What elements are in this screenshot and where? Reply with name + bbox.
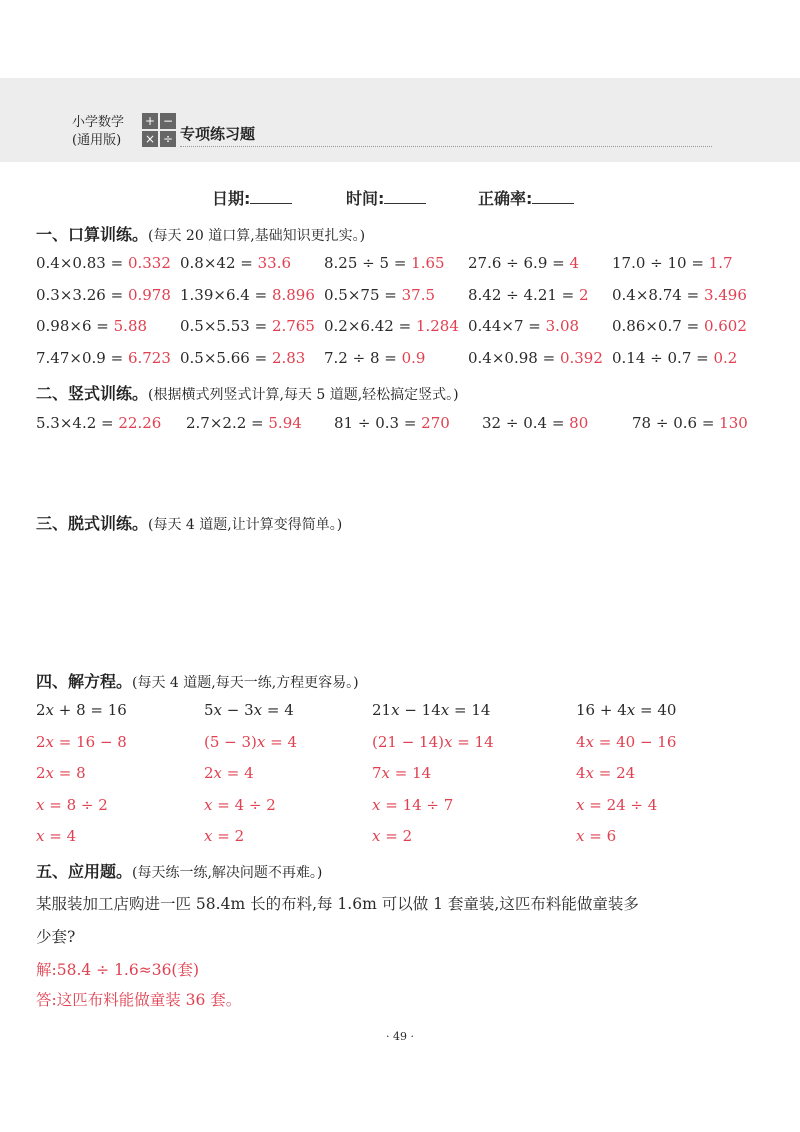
oral-item [324,317,459,335]
oral-item [180,317,315,335]
question-text: 8.25 ÷ 5 = [324,254,407,272]
equation-step: (5 − 3)x = 4 [204,733,298,751]
answer-text: 0.602 [699,317,747,335]
minus-icon: − [160,113,176,129]
answer-text: 2.765 [267,317,315,335]
date-label: 日期: [212,189,251,208]
oral-item [468,254,579,272]
answer-text: 5.94 [263,414,302,432]
oral-item [468,317,579,335]
brand-line2: (通用版) [72,133,122,148]
equation-step: 2x = 16 − 8 [36,733,127,751]
question-text: 7.2 ÷ 8 = [324,349,397,367]
question-text: 1.39×6.4 = [180,286,268,304]
divide-icon: ÷ [160,131,176,147]
oral-item [180,349,305,367]
answer-text: 3.496 [699,286,747,304]
section-equation-title [36,669,359,692]
answer-text: 2 [574,286,589,304]
oral-item [36,317,147,335]
section-title-text: 四、解方程。 [36,672,133,691]
answer-text: 0.392 [555,349,603,367]
equation-step: 7x = 14 [372,764,432,782]
question-text: 8.42 ÷ 4.21 = [468,286,575,304]
vertical-item [36,414,161,432]
oral-item [612,254,733,272]
equation-step: 2x = 4 [204,764,254,782]
section-stepwise-title [36,511,342,534]
word-problem-solution: 解:58.4 ÷ 1.6≈36(套) [36,961,200,979]
question-text: 81 ÷ 0.3 = [334,414,417,432]
section-title-text: 三、脱式训练。 [36,514,149,533]
section-title-text: 一、口算训练。 [36,225,149,244]
oral-item [180,254,291,272]
question-text: 7.47×0.9 = [36,349,124,367]
vertical-item [632,414,748,432]
answer-text: 8.896 [267,286,315,304]
section-word-title [36,859,322,882]
vertical-item [186,414,302,432]
answer-text: 0.9 [396,349,426,367]
question-text: 0.86×0.7 = [612,317,700,335]
answer-text: 2.83 [267,349,306,367]
question-text: 17.0 ÷ 10 = [612,254,704,272]
equation-question: 16 + 4x = 40 [576,701,677,719]
oral-item [468,349,603,367]
question-text: 0.5×75 = [324,286,397,304]
answer-text: 80 [564,414,589,432]
page-title: 专项练习题 [180,125,256,143]
equation-question: 2x + 8 = 16 [36,701,127,719]
question-text: 0.5×5.53 = [180,317,268,335]
section-oral-title [36,222,365,245]
word-problem-answer: 答:这匹布料能做童装 36 套。 [36,991,242,1009]
equation-question: 5x − 3x = 4 [204,701,294,719]
question-text: 0.4×0.98 = [468,349,556,367]
equation-step: x = 24 ÷ 4 [576,796,658,814]
question-text: 27.6 ÷ 6.9 = [468,254,565,272]
answer-text: 37.5 [396,286,436,304]
page-number: · 49 · [386,1030,414,1043]
equation-step: x = 4 ÷ 2 [204,796,276,814]
answer-text: 0.2 [708,349,738,367]
equation-step: 4x = 40 − 16 [576,733,677,751]
question-text: 0.14 ÷ 0.7 = [612,349,709,367]
oral-item [612,349,737,367]
date-field [212,186,292,209]
oral-item [324,286,435,304]
question-text: 0.4×0.83 = [36,254,124,272]
equation-step: 4x = 24 [576,764,636,782]
answer-text: 270 [416,414,450,432]
vertical-item [334,414,450,432]
answer-text: 0.332 [123,254,171,272]
oral-item [36,286,171,304]
equation-step: x = 6 [576,827,617,845]
question-text: 0.2×6.42 = [324,317,412,335]
accuracy-label: 正确率: [478,189,533,208]
answer-text: 130 [714,414,748,432]
accuracy-blank[interactable] [532,189,574,204]
question-text: 2.7×2.2 = [186,414,264,432]
question-text: 0.4×8.74 = [612,286,700,304]
section-title-text: 二、竖式训练。 [36,384,149,403]
vertical-item [482,414,588,432]
time-blank[interactable] [384,189,426,204]
answer-text: 1.7 [703,254,733,272]
header-divider [180,146,712,147]
equation-question: 21x − 14x = 14 [372,701,491,719]
question-text: 0.98×6 = [36,317,109,335]
answer-text: 6.723 [123,349,171,367]
answer-text: 3.08 [540,317,580,335]
time-label: 时间: [346,189,385,208]
word-problem-line2: 少套? [36,928,76,946]
oral-item [324,349,425,367]
time-field [346,186,426,209]
equation-step: x = 8 ÷ 2 [36,796,108,814]
section-title-text: 五、应用题。 [36,862,133,881]
question-text: 0.8×42 = [180,254,253,272]
brand-label [72,114,124,150]
answer-text: 1.284 [411,317,459,335]
section-note: (根据横式列竖式计算,每天 5 道题,轻松搞定竖式。) [148,387,459,403]
answer-text: 33.6 [252,254,292,272]
question-text: 0.44×7 = [468,317,541,335]
oral-item [468,286,589,304]
plus-icon: + [142,113,158,129]
times-icon: × [142,131,158,147]
question-text: 0.3×3.26 = [36,286,124,304]
section-note: (每天 20 道口算,基础知识更扎实。) [148,228,366,244]
operators-logo [142,113,176,147]
oral-item [612,317,747,335]
oral-item [612,286,747,304]
section-note: (每天练一练,解决问题不再难。) [132,865,323,881]
section-vertical-title [36,381,459,404]
equation-step: (21 − 14)x = 14 [372,733,494,751]
equation-step: 2x = 8 [36,764,86,782]
answer-text: 22.26 [113,414,162,432]
answer-text: 0.978 [123,286,171,304]
answer-text: 4 [564,254,580,272]
equation-step: x = 2 [204,827,245,845]
oral-item [36,254,171,272]
question-text: 0.5×5.66 = [180,349,268,367]
question-text: 5.3×4.2 = [36,414,114,432]
question-text: 32 ÷ 0.4 = [482,414,565,432]
section-note: (每天 4 道题,让计算变得简单。) [148,517,343,533]
oral-item [180,286,315,304]
oral-item [324,254,445,272]
answer-text: 5.88 [108,317,148,335]
word-problem-line1: 某服装加工店购进一匹 58.4m 长的布料,每 1.6m 可以做 1 套童装,这匹布料能做童装多 [36,895,639,913]
equation-step: x = 4 [36,827,77,845]
section-note: (每天 4 道题,每天一练,方程更容易。) [132,675,359,691]
question-text: 78 ÷ 0.6 = [632,414,715,432]
date-blank[interactable] [250,189,292,204]
answer-text: 1.65 [406,254,445,272]
brand-line1: 小学数学 [72,115,125,130]
equation-step: x = 2 [372,827,413,845]
accuracy-field [478,186,574,209]
equation-step: x = 14 ÷ 7 [372,796,454,814]
oral-item [36,349,171,367]
